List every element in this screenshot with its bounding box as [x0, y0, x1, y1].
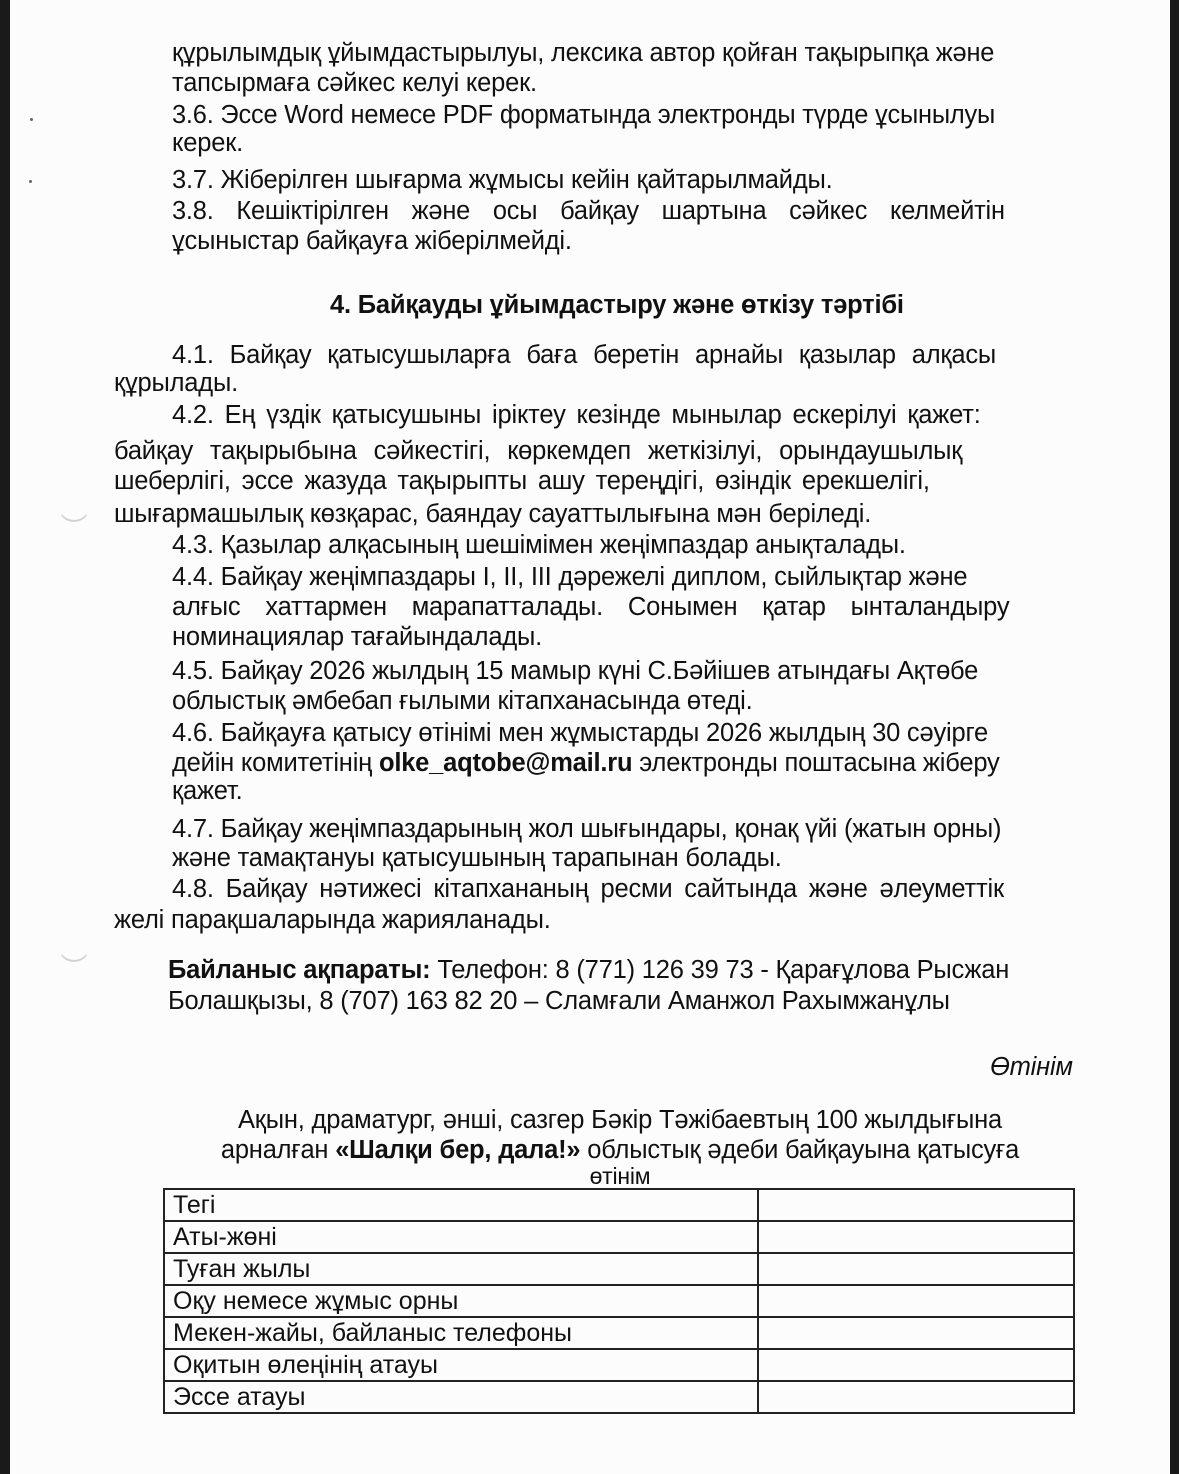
contacts-line: Болашқызы, 8 (707) 163 82 20 – Сламғали Аманжол Рахымжанұлы [168, 987, 950, 1015]
scan-speck [30, 118, 33, 121]
item-4-1: 4.1. Байқау қатысушыларға баға беретін арнайы қазылар алқасы [172, 341, 997, 369]
item-4-3: 4.3. Қазылар алқасының шешімімен жеңімпаздар анықталады. [172, 531, 906, 559]
form-value-field[interactable] [758, 1381, 1074, 1413]
item-4-8-cont: желі парақшаларында жарияланады. [114, 906, 551, 934]
scan-speck [29, 180, 32, 183]
application-title [170, 1135, 1070, 1165]
text: арналған [220, 1136, 336, 1164]
table-row [164, 1349, 1074, 1381]
form-value-field[interactable] [758, 1221, 1074, 1253]
table-row [164, 1221, 1074, 1253]
punch-hole-mark [58, 490, 90, 522]
form-label: Оқитын өлеңінің атауы [164, 1349, 758, 1381]
item-4-2-cont: шығармашылық көзқарас, баяндау сауаттылығына мән беріледі. [114, 500, 872, 528]
form-value-field[interactable] [758, 1189, 1074, 1221]
form-label: Эссе атауы [164, 1381, 758, 1413]
item-4-5: 4.5. Байқау 2026 жылдың 15 мамыр күні С.Бәйішев атындағы Ақтөбе [172, 657, 979, 685]
contest-name: «Шалқи бер, дала!» [335, 1136, 581, 1164]
punch-hole-mark [58, 930, 90, 962]
section-heading: 4. Байқауды ұйымдастыру және өткізу тәртібі [330, 291, 904, 319]
item-4-4-cont: номинациялар тағайындалады. [172, 623, 543, 651]
table-row [164, 1285, 1074, 1317]
item-4-7: 4.7. Байқау жеңімпаздарының жол шығындары, қонақ үйі (жатын орны) [172, 815, 1002, 843]
application-title: Ақын, драматург, әнші, сазгер Бәкір Тәжібаевтың 100 жылдығына [237, 1106, 1003, 1134]
application-form-table [163, 1188, 1075, 1414]
table-row [164, 1253, 1074, 1285]
text: электронды поштасына жіберу [632, 749, 1000, 777]
item-3-7: 3.7. Жіберілген шығарма жұмысы кейін қайтарылмайды. [172, 166, 833, 194]
item-4-6-cont [172, 748, 1000, 778]
paragraph-line: құрылымдық ұйымдастырылуы, лексика автор қойған тақырыпқа және [172, 39, 995, 67]
form-value-field[interactable] [758, 1349, 1074, 1381]
form-value-field[interactable] [758, 1317, 1074, 1349]
contacts-line [168, 955, 1009, 985]
contacts-label: Байланыс ақпараты: [168, 956, 431, 984]
table-row [164, 1381, 1074, 1413]
document-page [10, 0, 1170, 1474]
table-row [164, 1189, 1074, 1221]
item-3-8: 3.8. Кешіктірілген және осы байқау шартына сәйкес келмейтін [172, 197, 1005, 225]
application-title: өтінім [589, 1163, 651, 1189]
item-4-1-cont: құрылады. [114, 369, 238, 397]
table-row [164, 1317, 1074, 1349]
form-label: Мекен-жайы, байланыс телефоны [164, 1317, 758, 1349]
item-4-4: 4.4. Байқау жеңімпаздары І, ІІ, ІІІ дәрежелі диплом, сыйлықтар және [172, 563, 968, 591]
item-4-5-cont: облыстық әмбебап ғылыми кітапханасында өтеді. [172, 687, 753, 715]
form-value-field[interactable] [758, 1285, 1074, 1317]
form-value-field[interactable] [758, 1253, 1074, 1285]
application-corner-label: Өтінім [990, 1053, 1073, 1081]
form-label: Оқу немесе жұмыс орны [164, 1285, 758, 1317]
item-3-6: 3.6. Эссе Word немесе PDF форматында электронды түрде ұсынылуы [172, 101, 996, 129]
item-4-6: 4.6. Байқауға қатысу өтінімі мен жұмыстарды 2026 жылдың 30 сәуірге [172, 719, 988, 747]
item-4-2-cont: байқау тақырыбына сәйкестігі, көркемдеп жеткізілуі, орындаушылық [114, 437, 963, 465]
item-4-2: 4.2. Ең үздік қатысушыны іріктеу кезінде мынылар ескерілуі қажет: [172, 401, 981, 429]
email-address: olke_aqtobe@mail.ru [378, 749, 633, 777]
item-4-2-cont: шеберлігі, эссе жазуда тақырыпты ашу тереңдігі, өзіндік ерекшелігі, [114, 467, 930, 495]
text: дейін комитетінің [172, 749, 379, 777]
form-label: Тегі [164, 1189, 758, 1221]
text: облыстық әдеби байқауына қатысуға [580, 1136, 1020, 1164]
form-label: Аты-жөні [164, 1221, 758, 1253]
paragraph-line: тапсырмаға сәйкес келуі керек. [172, 69, 537, 97]
item-3-8-cont: ұсыныстар байқауға жіберілмейді. [172, 227, 572, 255]
contacts-phone: Телефон: 8 (771) 126 39 73 - Қарағұлова Рысжан [430, 956, 1010, 984]
form-label: Туған жылы [164, 1253, 758, 1285]
item-4-4-cont: алғыс хаттармен марапатталады. Сонымен қатар ынталандыру [172, 593, 1010, 621]
item-4-7-cont: және тамақтануы қатысушының тарапынан болады. [172, 844, 782, 872]
item-4-8: 4.8. Байқау нәтижесі кітапхананың ресми сайтында және әлеуметтік [172, 875, 1004, 903]
item-4-6-cont: қажет. [172, 777, 243, 805]
item-3-6-cont: керек. [172, 129, 244, 157]
